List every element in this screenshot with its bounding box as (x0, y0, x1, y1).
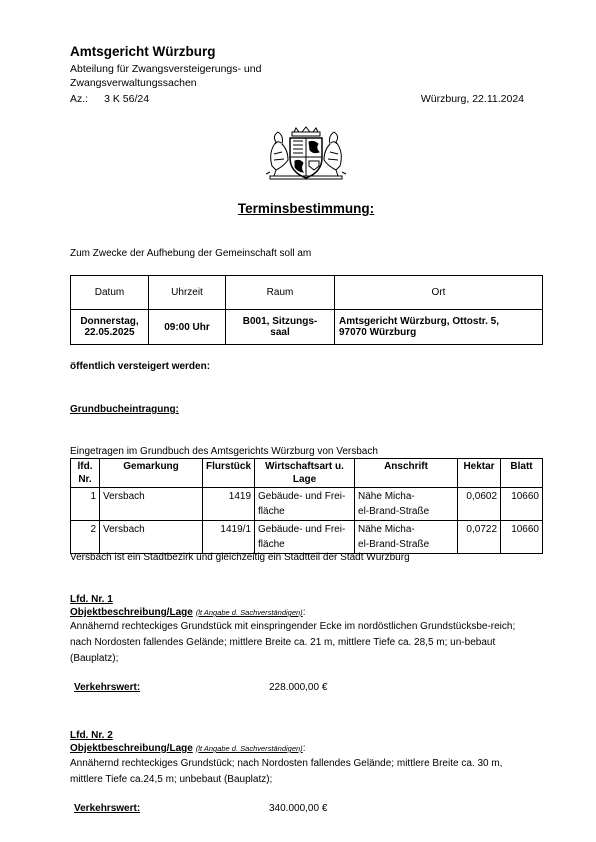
grundbuch-heading: Grundbucheintragung: (70, 404, 179, 415)
cell-lfd: 1 (71, 488, 100, 521)
object-2-heading: Objektbeschreibung/Lage (lt Angabe d. Sachverständigen): (70, 743, 306, 754)
cell-blatt: 10660 (501, 521, 543, 554)
file-number (70, 93, 149, 105)
table-row (71, 521, 543, 554)
cell-hektar: 0,0722 (458, 521, 501, 554)
cell-anschrift: Nähe Micha- el-Brand-Straße (355, 488, 458, 521)
cell-anschrift: Nähe Micha- el-Brand-Straße (355, 521, 458, 554)
header-uhrzeit: Uhrzeit (149, 276, 226, 310)
cell-blatt: 10660 (501, 488, 543, 521)
cell-wirtschaftsart: Gebäude- und Frei- fläche (255, 488, 355, 521)
bavarian-coat-of-arms-icon (262, 126, 350, 182)
header-ort: Ort (335, 276, 543, 310)
object-2-description: Annähernd rechteckiges Grundstück; nach Nordosten fallendes Gelände; mittlere Breite ca. 30 m, mittlere Tiefe ca.24,5 m; unbebaut (Bauplatz); (70, 758, 503, 785)
table-row (71, 488, 543, 521)
header-raum: Raum (226, 276, 335, 310)
file-number-label: Az.: (70, 93, 89, 105)
intro-text: Zum Zwecke der Aufhebung der Gemeinschaft soll am (70, 248, 312, 259)
appointment-header-row (71, 276, 543, 310)
appointment-time: 09:00 Uhr (149, 310, 226, 345)
object-1-value-label: Verkehrswert: (74, 682, 141, 693)
cell-flurstueck: 1419/1 (203, 521, 255, 554)
cell-gemarkung: Versbach (100, 521, 203, 554)
cell-flurstueck: 1419 (203, 488, 255, 521)
object-1-description: Annähernd rechteckiges Grundstück mit einspringender Ecke im nordöstlichen Grundstücksbe-reich; nach Nordosten fallendes Gelände; mittlere Breite ca. 21 m, mittlere Tiefe ca. 28,5 m; un-bebaut (Bauplatz); (70, 621, 516, 664)
grundbuch-caption: Eingetragen im Grundbuch des Amtsgerichts Würzburg von Versbach (70, 446, 378, 457)
header-hektar: Hektar (458, 459, 501, 488)
object-1-value: 228.000,00 € (269, 682, 328, 693)
cell-hektar: 0,0602 (458, 488, 501, 521)
header-lfd: lfd. Nr. (71, 459, 100, 488)
object-2-value-label: Verkehrswert: (74, 803, 141, 814)
appointment-room: B001, Sitzungs- saal (226, 310, 335, 345)
appointment-place: Amtsgericht Würzburg, Ottostr. 5, 97070 Würzburg (335, 310, 543, 345)
place-date: Würzburg, 22.11.2024 (420, 93, 524, 105)
document-title: Terminsbestimmung: (237, 201, 375, 216)
file-number-value: 3 K 56/24 (104, 93, 150, 105)
grundbuch-table (70, 458, 543, 554)
header-flurstueck: Flurstück (203, 459, 255, 488)
appointment-row (71, 310, 543, 345)
object-2-value: 340.000,00 € (269, 803, 328, 814)
object-1-heading: Objektbeschreibung/Lage (lt Angabe d. Sachverständigen): (70, 607, 306, 618)
header-gemarkung: Gemarkung (100, 459, 203, 488)
cell-lfd: 2 (71, 521, 100, 554)
grundbuch-header-row (71, 459, 543, 488)
cell-wirtschaftsart: Gebäude- und Frei- fläche (255, 521, 355, 554)
appointment-table (70, 275, 543, 345)
grundbuch-note: Versbach ist ein Stadtbezirk und gleichzeitig ein Stadtteil der Stadt Würzburg (70, 552, 410, 563)
object-2-number: Lfd. Nr. 2 (70, 730, 113, 741)
header-anschrift: Anschrift (355, 459, 458, 488)
appointment-date: Donnerstag, 22.05.2025 (71, 310, 149, 345)
cell-gemarkung: Versbach (100, 488, 203, 521)
auction-text: öffentlich versteigert werden: (70, 361, 211, 372)
court-name: Amtsgericht Würzburg (70, 44, 216, 59)
header-datum: Datum (71, 276, 149, 310)
object-1-number: Lfd. Nr. 1 (70, 594, 113, 605)
header-blatt: Blatt (501, 459, 543, 488)
department-name: Abteilung für Zwangsversteigerungs- und Zwangsverwaltungssachen (70, 63, 262, 89)
header-wirtschaftsart: Wirtschaftsart u. Lage (255, 459, 355, 488)
